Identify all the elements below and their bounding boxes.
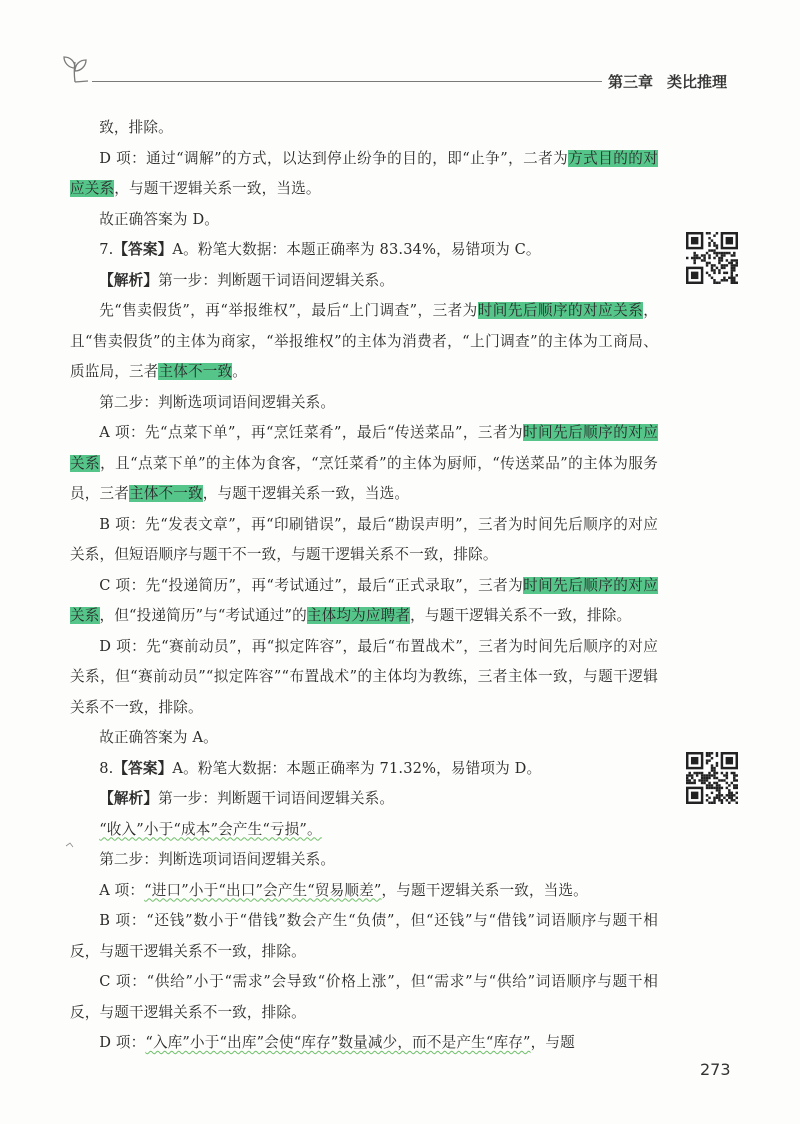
bold-label: 【解析】 [99,271,159,289]
text-run: B 项：先“发表文章”，再“印刷错误”，最后“勘误声明”，三者为时间先后顺序的对应关系，但短语顺序与题干不一致，与题干逻辑关系不一致，排除。 [70,515,658,563]
text-run: A 项：先“点菜下单”，再“烹饪菜肴”，最后“传送菜品”，三者为 [99,424,524,441]
text-run: 第一步：判断题干词语间逻辑关系。 [158,271,395,289]
text-run: ，与题干逻辑关系不一致，排除。 [410,607,632,624]
underlined-text: “入库”小于“出库”会使“库存”数量减少，而不是产生“库存” [145,1034,531,1051]
body-paragraph [70,967,658,1028]
bold-label: 【答案】 [113,759,173,777]
text-run: 8. [99,759,114,777]
body-paragraph [70,235,658,266]
text-run: B 项：“还钱”数小于“借钱”数会产生“负债”，但“还钱”与“借钱”词语顺序与题干相反，与题干逻辑关系不一致，排除。 [70,912,658,960]
text-run: ，与题干逻辑关系一致，当选。 [114,180,321,197]
text-run: A。粉笔大数据：本题正确率为 83.34%，易错项为 C。 [172,241,541,258]
text-run: 第二步：判断选项词语间逻辑关系。 [99,393,336,411]
pencil-mark-icon [64,836,92,850]
body-paragraph [70,876,658,907]
text-run: ，与题干逻辑关系一致，当选。 [381,881,588,899]
qr-code-icon[interactable] [686,752,738,804]
body-paragraph [70,510,658,571]
underlined-text: “收入”小于“成本”会产生“亏损”。 [99,820,322,838]
text-run: 7. [99,241,114,258]
page-number: 273 [700,1060,731,1079]
page-body [70,113,658,1059]
body-paragraph [70,205,658,236]
bold-label: 【答案】 [113,241,173,258]
header-rule [92,81,602,82]
body-paragraph [70,906,658,967]
highlighted-text: 时间先后顺序的对应关系 [477,302,644,319]
text-run: 故正确答案为 D。 [99,210,220,228]
text-run: ，但“投递简历”与“考试通过”的 [99,607,307,624]
underlined-text: “进口”小于“出口”会产生“贸易顺差” [144,881,382,899]
body-paragraph [70,266,658,297]
body-paragraph [70,418,658,510]
body-paragraph [70,815,658,846]
bold-label: 【解析】 [99,790,159,807]
section-title: 类比推理 [667,73,728,91]
body-paragraph [70,296,658,388]
body-paragraph [70,113,658,144]
text-run: D 项： [99,1034,146,1051]
text-run: ，且“点菜下单”的主体为食客，“烹饪菜肴”的主体为厨师，“传送菜品”的主体为服务员，三者 [70,454,658,502]
chapter-number: 第三章 [608,73,654,91]
body-paragraph [70,632,658,724]
highlighted-text: 方式目的的对应关系 [70,149,658,197]
text-run: 先“售卖假货”，再“举报维权”，最后“上门调查”，三者为 [99,302,478,319]
body-paragraph [70,845,658,876]
text-run: D 项：先“赛前动员”，再“拟定阵容”，最后“布置战术”，三者为时间先后顺序的对应关系，但“赛前动员”“拟定阵容”“布置战术”的主体均为教练，三者主体一致，与题干逻辑关系不一致，排除。 [70,637,658,716]
text-run: C 项：“供给”小于“需求”会导致“价格上涨”，但“需求”与“供给”词语顺序与题干相反，与题干逻辑关系不一致，排除。 [70,973,658,1021]
text-run: A 项： [99,881,145,899]
body-paragraph [70,571,658,632]
text-run: 致，排除。 [99,119,173,136]
highlighted-text: 主体不一致 [128,485,203,502]
body-paragraph [70,754,658,785]
chapter-title [608,71,727,92]
text-run: 第二步：判断选项词语间逻辑关系。 [99,851,336,868]
qr-code-icon[interactable] [686,232,738,284]
highlighted-text: 主体不一致 [158,363,233,380]
body-paragraph [70,144,658,205]
body-paragraph [70,723,658,754]
text-run: 故正确答案为 A。 [99,729,218,746]
highlighted-text: 时间先后顺序的对应关系 [70,424,658,472]
text-run: ，且“售卖假货”的主体为商家，“举报维权”的主体为消费者，“上门调查”的主体为工商局、质监局，三者 [70,302,659,380]
body-paragraph [70,784,658,815]
leaf-ornament-icon [58,52,92,86]
text-run: D 项：通过“调解”的方式，以达到停止纷争的目的，即“止争”，二者为 [99,149,569,167]
text-run: ，与题干逻辑关系一致，当选。 [202,485,410,502]
body-paragraph [70,1028,658,1059]
highlighted-text: 时间先后顺序的对应关系 [70,576,659,624]
body-paragraph [70,388,658,419]
highlighted-text: 主体均为应聘者 [306,607,411,624]
text-run: A。粉笔大数据：本题正确率为 71.32%，易错项为 D。 [172,759,542,777]
text-run: 第一步：判断题干词语间逻辑关系。 [158,790,395,807]
text-run: ，与题 [530,1034,575,1051]
page-header [0,0,800,100]
text-run: 。 [232,363,247,380]
text-run: C 项：先“投递简历”，再“考试通过”，最后“正式录取”，三者为 [99,576,524,594]
